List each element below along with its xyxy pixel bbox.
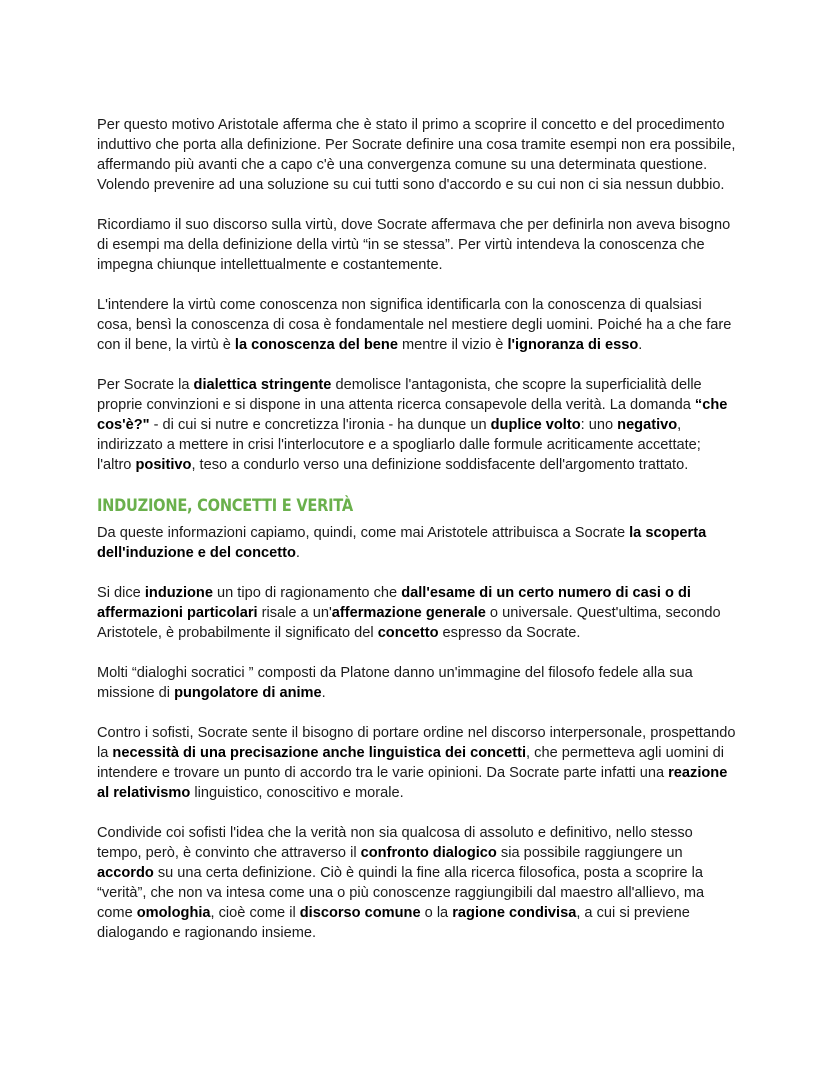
paragraph-virtu-in-se: Ricordiamo il suo discorso sulla virtù, dove Socrate affermava che per definirla non aveva bisogno di esempi ma della definizione della virtù “in se stessa”. Per virtù intendeva la conoscenza che impegna chiunque intellettualmente e costantemente. [97, 217, 731, 273]
paragraph-definizione-induzione: Si dice induzione un tipo di ragionamento che dall'esame di un certo numero di casi o di affermazioni particolari risale a un'affermazione generale o universale. Quest'ultima, secondo Aristotele, è probabilmente il significato del concetto espresso da Socrate. [97, 585, 721, 641]
paragraph-virtu-conoscenza: L'intendere la virtù come conoscenza non significa identificarla con la conoscenza di qualsiasi cosa, bensì la conoscenza di cosa è fondamentale nel mestiere degli uomini. Poiché ha a che fare con il bene, la virtù è la conoscenza del bene mentre il vizio è l'ignoranza di esso. [97, 297, 732, 353]
paragraph-verita-omologhia: Condivide coi sofisti l'idea che la verità non sia qualcosa di assoluto e definitivo, nello stesso tempo, però, è convinto che attraverso il confronto dialogico sia possibile raggiungere un accordo su una certa definizione. Ciò è quindi la fine alla ricerca filosofica, posta a scoprire la “verità”, che non va intesa come una o più conoscenze raggiungibili dal maestro all'allievo, ma come omologhia, cioè come il discorso comune o la ragione condivisa, a cui si previene dialogando e ragionando insieme. [97, 825, 705, 941]
document-page [97, 115, 737, 963]
paragraph-scoperta-induzione: Da queste informazioni capiamo, quindi, come mai Aristotele attribuisca a Socrate la scoperta dell'induzione e del concetto. [97, 525, 707, 561]
paragraph-dialoghi-socratici: Molti “dialoghi socratici ” composti da Platone danno un'immagine del filosofo fedele alla sua missione di pungolatore di anime. [97, 665, 693, 701]
section-heading-induzione: INDUZIONE, CONCETTI E VERITÀ [97, 496, 353, 516]
paragraph-dialettica: Per Socrate la dialettica stringente demolisce l'antagonista, che scopre la superficialità delle proprie convinzioni e si dispone in una attenta ricerca consapevole della verità. La domanda “che cos'è?" - di cui si nutre e concretizza l'ironia - ha dunque un duplice volto: uno negativo, indirizzato a mettere in crisi l'interlocutore e a spogliarlo dalle formule acriticamente accettate; l'altro positivo, teso a condurlo verso una definizione soddisfacente dell'argomento trattato. [97, 377, 728, 473]
paragraph-contro-sofisti: Contro i sofisti, Socrate sente il bisogno di portare ordine nel discorso interpersonale, prospettando la necessità di una precisazione anche linguistica dei concetti, che permetteva agli uomini di intendere e trovare un punto di accordo tra le varie opinioni. Da Socrate parte infatti una reazione al relativismo linguistico, conoscitivo e morale. [97, 725, 736, 801]
paragraph-aristotele-concetto: Per questo motivo Aristotale afferma che è stato il primo a scoprire il concetto e del procedimento induttivo che porta alla definizione. Per Socrate definire una cosa tramite esempi non era possibile, affermando più avanti che a capo c'è una convergenza comune su una determinata questione. Volendo prevenire ad una soluzione su cui tutti sono d'accordo e su cui non ci sia nessun dubbio. [97, 117, 736, 193]
